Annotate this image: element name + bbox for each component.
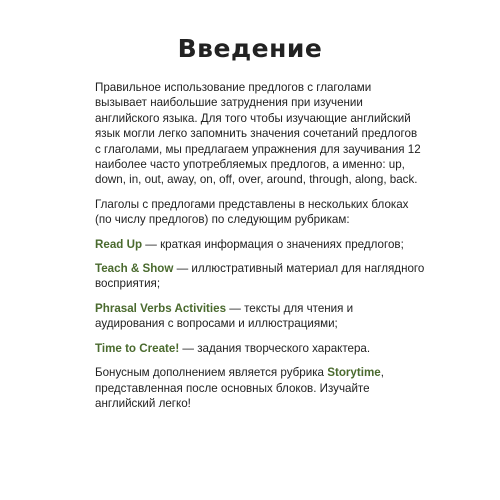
rubric-read-up: [95, 237, 425, 252]
content: [95, 80, 425, 420]
blocks-intro-paragraph: Глаголы с предлогами представлены в нескольких блоках (по числу предлогов) по следующим рубрикам:: [95, 197, 409, 227]
rubric-name: Teach & Show: [95, 262, 174, 276]
intro-paragraph: Правильное использование предлогов с глаголами вызывает наибольшие затруднения при изучении английского языка. Для того чтобы изучающие английский язык могли легко запомнить значения сочетаний предлогов с глаголами, мы предлагаем упражнения для заучивания 12 наиболее часто употребляемых предлогов, а именно: up, down, in, out, away, on, off, over, around, through, along, back.: [95, 81, 421, 187]
page-title: Введение: [177, 34, 323, 63]
bonus-text-after: , представленная после основных блоков. Изучайте английский легко!: [95, 366, 384, 410]
bonus-paragraph: [95, 365, 425, 411]
rubric-description: — тексты для чтения и аудирования с вопросами и иллюстрациями;: [95, 301, 354, 331]
rubric-name: Time to Create!: [95, 341, 180, 355]
rubric-description: — задания творческого характера.: [179, 341, 371, 355]
rubric-teach-show: [95, 261, 425, 292]
rubric-description: — иллюстративный материал для наглядного восприятия;: [95, 262, 425, 291]
rubric-name: Read Up: [95, 237, 143, 251]
rubric-name: Phrasal Verbs Activities: [95, 301, 227, 315]
rubric-time-to-create: [95, 341, 425, 356]
rubric-phrasal-verbs-activities: [95, 301, 425, 332]
bonus-text-before: Бонусным дополнением является рубрика: [95, 366, 328, 380]
bonus-rubric-name: Storytime: [327, 366, 381, 380]
rubric-description: — краткая информация о значениях предлогов;: [142, 237, 404, 251]
